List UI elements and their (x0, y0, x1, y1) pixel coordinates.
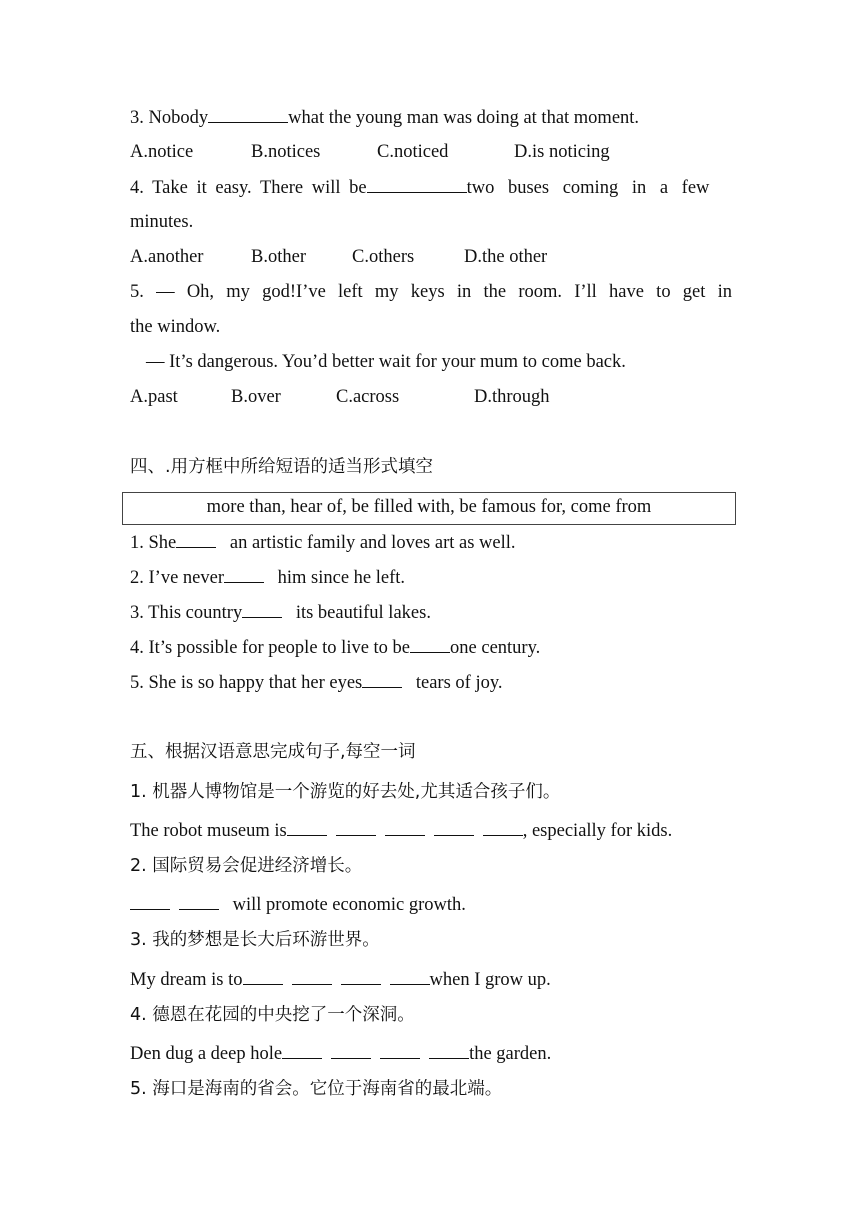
answer-blank[interactable] (385, 818, 425, 836)
answer-blank[interactable] (341, 967, 381, 985)
question-4-stem-line2: minutes. (130, 212, 194, 232)
answer-blank[interactable] (224, 565, 264, 583)
question-3-stem (130, 105, 639, 130)
option-a[interactable]: A.past (130, 387, 178, 407)
item-text: Den dug a deep hole (130, 1044, 283, 1064)
stem-text: two buses coming in a few (466, 178, 710, 198)
stem-text: 4. Take it easy. There will be (130, 178, 367, 198)
translate-4-english (130, 1041, 551, 1066)
item-text: My dream is to (130, 970, 243, 990)
item-text: The robot museum is (130, 821, 287, 841)
translate-2-chinese: 2. 国际贸易会促进经济增长。 (130, 856, 363, 876)
answer-blank[interactable] (282, 1041, 322, 1059)
question-5-reply: — It’s dangerous. You’d better wait for your mum to come back. (146, 352, 626, 372)
question-4-stem-line1 (130, 175, 732, 200)
option-c[interactable]: C.noticed (377, 142, 449, 162)
word-box: more than, hear of, be filled with, be famous for, come from (122, 492, 736, 525)
fill-item-1 (130, 530, 516, 555)
item-text: when I grow up. (429, 970, 551, 990)
question-4-options (130, 245, 732, 269)
item-text: 4. It’s possible for people to live to be (130, 638, 411, 658)
option-c[interactable]: C.others (352, 247, 415, 267)
answer-blank[interactable] (434, 818, 474, 836)
item-text: him since he left. (273, 568, 406, 588)
option-c[interactable]: C.across (336, 387, 400, 407)
translate-3-english (130, 967, 551, 992)
option-a[interactable]: A.another (130, 247, 204, 267)
option-d[interactable]: D.is noticing (514, 142, 610, 162)
item-text: 2. I’ve never (130, 568, 224, 588)
translate-4-chinese: 4. 德恩在花园的中央挖了一个深洞。 (130, 1005, 415, 1025)
answer-blank[interactable] (362, 670, 402, 688)
item-text: its beautiful lakes. (291, 603, 431, 623)
question-5-options (130, 385, 732, 409)
translate-1-chinese: 1. 机器人博物馆是一个游览的好去处,尤其适合孩子们。 (130, 782, 561, 802)
item-text: one century. (450, 638, 541, 658)
answer-blank[interactable] (130, 892, 170, 910)
item-text: 5. She is so happy that her eyes (130, 673, 363, 693)
answer-blank[interactable] (208, 105, 288, 123)
option-b[interactable]: B.notices (251, 142, 321, 162)
translate-1-english (130, 818, 672, 843)
stem-text: 3. Nobody (130, 108, 209, 128)
fill-item-4 (130, 635, 540, 660)
option-b[interactable]: B.over (231, 387, 281, 407)
question-5-stem-line2: the window. (130, 317, 221, 337)
section-5-heading: 五、根据汉语意思完成句子,每空一词 (130, 742, 416, 762)
fill-item-2 (130, 565, 405, 590)
translate-3-chinese: 3. 我的梦想是长大后环游世界。 (130, 930, 380, 950)
section-4-heading: 四、.用方框中所给短语的适当形式填空 (130, 457, 434, 477)
answer-blank[interactable] (429, 1041, 469, 1059)
item-text: the garden. (469, 1044, 552, 1064)
answer-blank[interactable] (242, 600, 282, 618)
answer-blank[interactable] (336, 818, 376, 836)
item-text: tears of joy. (411, 673, 503, 693)
answer-blank[interactable] (367, 175, 467, 193)
option-d[interactable]: D.the other (464, 247, 548, 267)
answer-blank[interactable] (292, 967, 332, 985)
item-text: will promote economic growth. (228, 895, 466, 915)
answer-blank[interactable] (483, 818, 523, 836)
question-3-options (130, 140, 732, 164)
stem-text: what the young man was doing at that moment. (288, 108, 640, 128)
answer-blank[interactable] (287, 818, 327, 836)
answer-blank[interactable] (176, 530, 216, 548)
question-5-stem-line1: 5. — Oh, my god!I’ve left my keys in the room. I’ll have to get in (130, 282, 732, 302)
item-text: , especially for kids. (522, 821, 673, 841)
answer-blank[interactable] (410, 635, 450, 653)
item-text: 3. This country (130, 603, 243, 623)
option-b[interactable]: B.other (251, 247, 306, 267)
item-text: an artistic family and loves art as well. (225, 533, 516, 553)
item-text: 1. She (130, 533, 177, 553)
option-a[interactable]: A.notice (130, 142, 194, 162)
answer-blank[interactable] (390, 967, 430, 985)
answer-blank[interactable] (380, 1041, 420, 1059)
translate-5-chinese: 5. 海口是海南的省会。它位于海南省的最北端。 (130, 1079, 503, 1099)
answer-blank[interactable] (243, 967, 283, 985)
fill-item-5 (130, 670, 503, 695)
option-d[interactable]: D.through (474, 387, 550, 407)
answer-blank[interactable] (179, 892, 219, 910)
fill-item-3 (130, 600, 431, 625)
translate-2-english (130, 892, 466, 917)
answer-blank[interactable] (331, 1041, 371, 1059)
